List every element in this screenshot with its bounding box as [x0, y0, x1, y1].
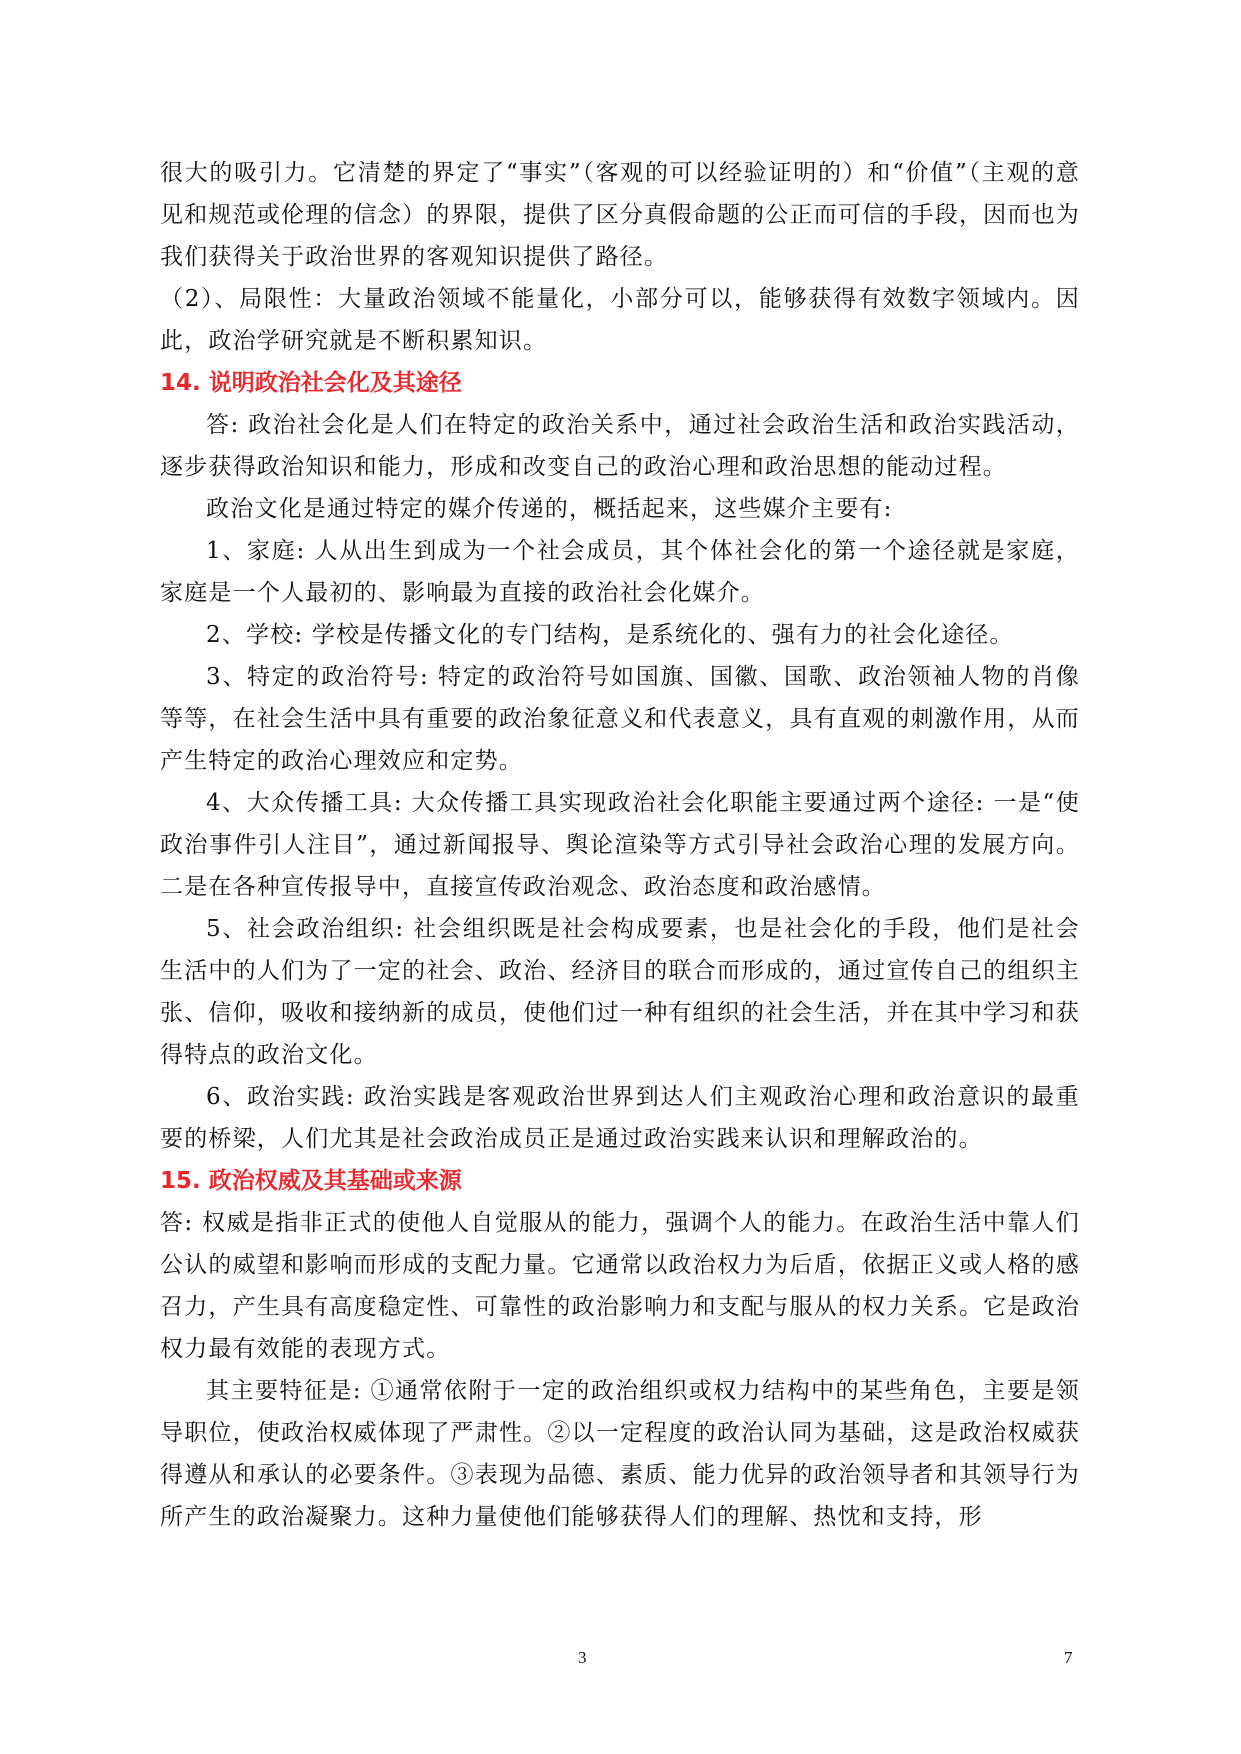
paragraph-positivism-appeal: 很大的吸引力。它清楚的界定了“事实”（客观的可以经验证明的）和“价值”（主观的意见和规范或伦理的信念）的界限，提供了区分真假命题的公正而可信的手段，因而也为我们获得关于政治世界的客观知识提供了路径。 — [160, 160, 1080, 270]
paragraph-authority-features: 其主要特征是: ①通常依附于一定的政治组织或权力结构中的某些角色，主要是领导职位，使政治权威体现了严肃性。②以一定程度的政治认同为基础，这是政治权威获得遵从和承认的必要条件。③表现为品德、素质、能力优异的政治领导者和其领导行为所产生的政治凝聚力。这种力量使他们能够获得人们的理解、热忱和支持，形 — [160, 1378, 1080, 1530]
paragraph-authority-definition: 答: 权威是指非正式的使他人自觉服从的能力，强调个人的能力。在政治生活中靠人们公认的威望和影响而形成的支配力量。它通常以政治权力为后盾，依据正义或人格的感召力，产生具有高度稳定性、可靠性的政治影响力和支配与服从的权力关系。它是政治权力最有效能的表现方式。 — [160, 1210, 1080, 1362]
page-number: 3 — [578, 1648, 587, 1667]
heading-question-14: 14. 说明政治社会化及其途径 — [160, 370, 462, 396]
total-pages: 7 — [1064, 1648, 1073, 1667]
document-page — [160, 152, 1080, 1538]
paragraph-social-organizations: 5、社会政治组织: 社会组织既是社会构成要素，也是社会化的手段，他们是社会生活中的人们为了一定的社会、政治、经济目的联合而形成的，通过宣传自己的组织主张、信仰，吸收和接纳新的成员，使他们过一种有组织的社会生活，并在其中学习和获得特点的政治文化。 — [160, 916, 1080, 1068]
paragraph-family: 1、家庭: 人从出生到成为一个社会成员，其个体社会化的第一个途径就是家庭，家庭是一个人最初的、影响最为直接的政治社会化媒介。 — [160, 538, 1080, 606]
paragraph-limitations: （2）、局限性：大量政治领域不能量化，小部分可以，能够获得有效数字领域内。因此，政治学研究就是不断积累知识。 — [160, 286, 1080, 354]
paragraph-socialization-definition: 答: 政治社会化是人们在特定的政治关系中，通过社会政治生活和政治实践活动，逐步获得政治知识和能力，形成和改变自己的政治心理和政治思想的能动过程。 — [160, 412, 1080, 480]
paragraph-mass-media: 4、大众传播工具: 大众传播工具实现政治社会化职能主要通过两个途径: 一是“使政治事件引人注目”，通过新闻报导、舆论渲染等方式引导社会政治心理的发展方向。二是在各种宣传报导中，直接宣传政治观念、政治态度和政治感情。 — [160, 790, 1080, 900]
heading-question-15: 15. 政治权威及其基础或来源 — [160, 1168, 462, 1194]
paragraph-school: 2、学校: 学校是传播文化的专门结构，是系统化的、强有力的社会化途径。 — [206, 622, 1014, 648]
paragraph-political-symbols: 3、特定的政治符号: 特定的政治符号如国旗、国徽、国歌、政治领袖人物的肖像等等，在社会生活中具有重要的政治象征意义和代表意义，具有直观的刺激作用，从而产生特定的政治心理效应和定势。 — [160, 664, 1080, 774]
paragraph-media-intro: 政治文化是通过特定的媒介传递的，概括起来，这些媒介主要有: — [206, 496, 893, 522]
paragraph-political-practice: 6、政治实践: 政治实践是客观政治世界到达人们主观政治心理和政治意识的最重要的桥梁，人们尤其是社会政治成员正是通过政治实践来认识和理解政治的。 — [160, 1084, 1080, 1152]
